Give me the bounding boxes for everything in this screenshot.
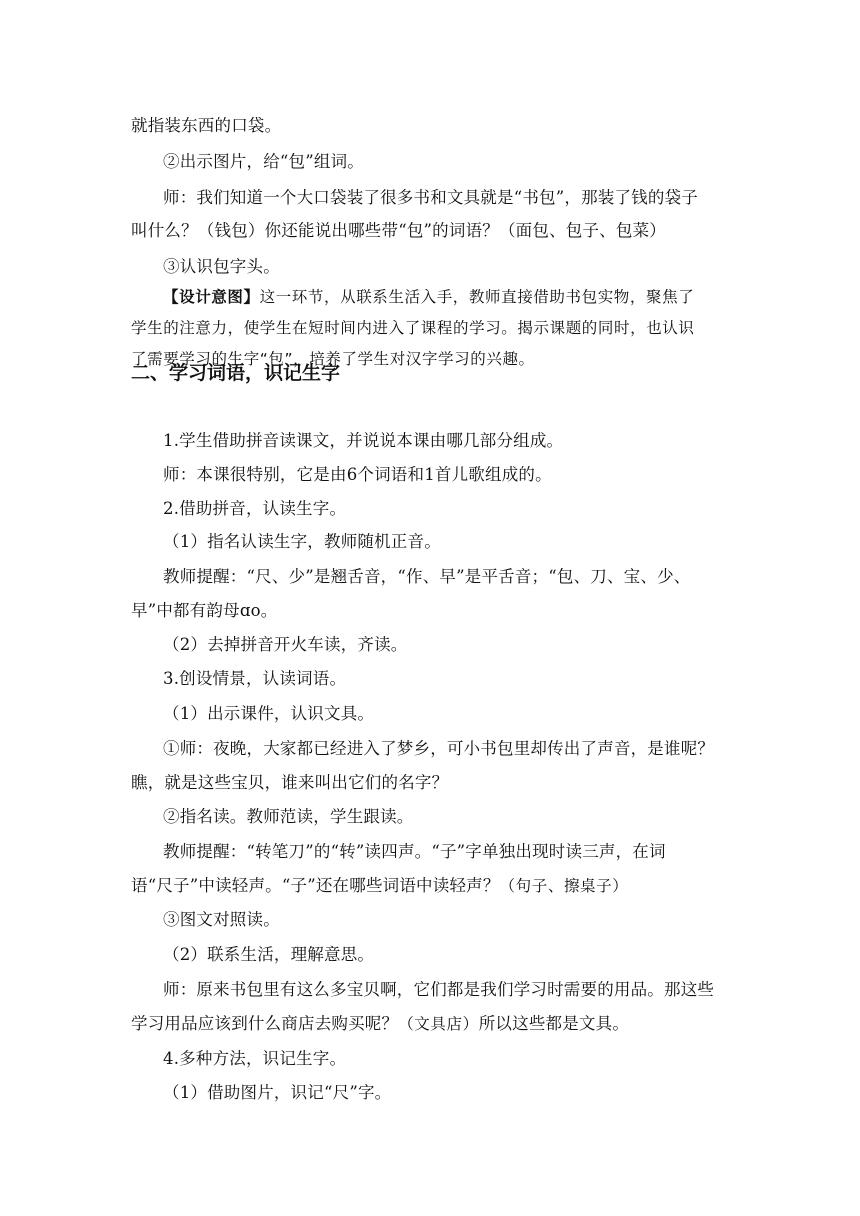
design-intent-label: 【设计意图】 [163, 288, 260, 306]
paragraph-line: 师：本课很特别，它是由6个词语和1首儿歌组成的。 [163, 465, 552, 484]
design-intent-line: 学生的注意力，使学生在短时间内进入了课程的学习。揭示课题的同时，也认识 [131, 319, 695, 337]
paragraph-line: ①师：夜晚，大家都已经进入了梦乡，可小书包里却传出了声音，是谁呢？ [163, 739, 715, 758]
paragraph-line: 教师提醒：“转笔刀”的“转”读四声。“子”字单独出现时读三声，在词 [163, 842, 666, 861]
paragraph-line: ②指名读。教师范读，学生跟读。 [163, 807, 414, 826]
paragraph-line: ③认识包字头。 [163, 257, 280, 276]
paragraph-line: 叫什么？（钱包）你还能说出哪些带“包”的词语？（面包、包子、包菜） [131, 221, 666, 240]
paragraph-line: 教师提醒：“尺、少”是翘舌音，“作、早”是平舌音；“包、刀、宝、少、 [163, 567, 691, 586]
paragraph-line: （1）指名认读生字，教师随机正音。 [163, 532, 441, 551]
paragraph-line: 语“尺子”中读轻声。“子”还在哪些词语中读轻声？（句子、擦桌子） [131, 876, 629, 895]
paragraph-line: （1）出示课件，认识文具。 [163, 704, 375, 723]
paragraph-line: 4.多种方法，识记生字。 [163, 1049, 347, 1068]
design-intent-line: 了需要学习的生字“包”，培养了学生对汉字学习的兴趣。 [131, 350, 535, 368]
paragraph-line: 1.学生借助拼音读课文，并说说本课由哪几部分组成。 [163, 431, 564, 450]
paragraph-line: 瞧，就是这些宝贝，谁来叫出它们的名字？ [131, 773, 449, 792]
paragraph-line: 师：我们知道一个大口袋装了很多书和文具就是“书包”，那装了钱的袋子 [163, 188, 698, 207]
paragraph-line: 3.创设情景，认读词语。 [163, 669, 347, 688]
paragraph-line: （1）借助图片，识记“尺”字。 [163, 1083, 392, 1102]
paragraph-line: ②出示图片，给“包”组词。 [163, 152, 364, 171]
design-intent-line: 【设计意图】这一环节，从联系生活入手，教师直接借助书包实物，聚焦了 [163, 288, 695, 306]
paragraph-line: 师：原来书包里有这么多宝贝啊，它们都是我们学习时需要的用品。那这些 [163, 980, 715, 999]
paragraph-line: 就指装东西的口袋。 [131, 116, 282, 135]
paragraph-line: ③图文对照读。 [163, 910, 280, 929]
paragraph-line: （2）联系生活，理解意思。 [163, 945, 375, 964]
paragraph-line: 学习用品应该到什么商店去购买呢？（文具店）所以这些都是文具。 [131, 1014, 630, 1033]
section-heading: 二、学习词语，识记生字 [131, 362, 341, 384]
paragraph-line: 2.借助拼音，认读生字。 [163, 499, 347, 518]
paragraph-line: （2）去掉拼音开火车读，齐读。 [163, 635, 408, 654]
paragraph-line: 早”中都有韵母ɑo。 [131, 601, 278, 620]
